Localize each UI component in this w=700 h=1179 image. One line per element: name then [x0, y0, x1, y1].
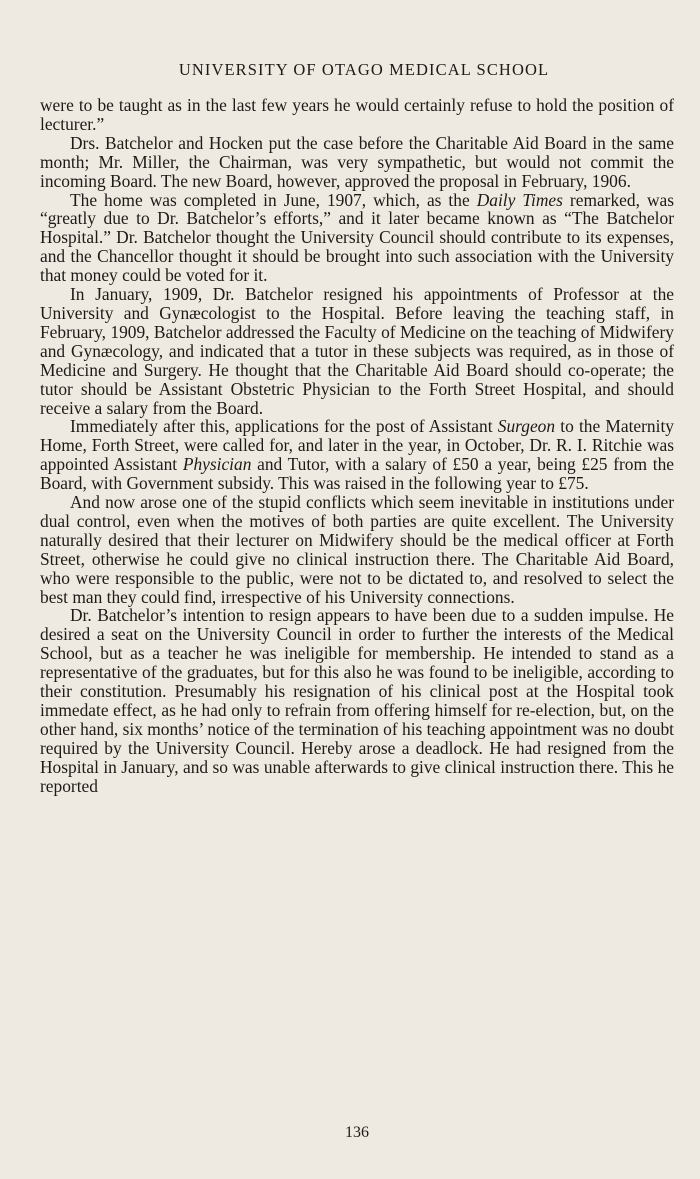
paragraph [40, 134, 674, 191]
italic-text: Surgeon [497, 416, 556, 437]
paragraph [40, 606, 674, 795]
paragraph [40, 417, 674, 493]
paragraph [40, 191, 674, 286]
text-run: remarked, was “greatly due to Dr. Batchelor’s efforts,” and it later became known as “The Batchelor Hospital.” Dr. Batchelor thought the University Council should contribute to its expenses, and the Chancellor thought it should be brought into such association with the University that money could be voted for it. [40, 189, 674, 286]
text-run: And now arose one of the stupid conflicts which seem inevitable in institutions under dual control, even when the motives of both parties are quite excellent. The University naturally desired that their lecturer on Midwifery should be the medical officer at Forth Street, otherwise he could give no clinical instruction there. The Charitable Aid Board, who were responsible to the public, were not to be dictated to, and resolved to select the best man they could find, irrespective of his University connections. [40, 492, 674, 607]
running-head: UNIVERSITY OF OTAGO MEDICAL SCHOOL [178, 60, 550, 79]
text-run: Immediately after this, applications for the post of Assistant [70, 416, 498, 437]
paragraph [40, 285, 674, 417]
text-run: The home was completed in June, 1907, which, as the [70, 189, 477, 210]
text-run: were to be taught as in the last few years he would certainly refuse to hold the position of lecturer.” [40, 95, 674, 134]
text-run: and Tutor, with a salary of £50 a year, being £25 from the Board, with Government subsidy. This was raised in the following year to £75. [40, 454, 674, 494]
body-text [40, 96, 674, 796]
text-run: to the Maternity Home, Forth Street, were called for, and later in the year, in October, Dr. R. I. Ritchie was appointed Assistant [40, 416, 674, 475]
text-run: Dr. Batchelor’s intention to resign appears to have been due to a sudden impulse. He desired a seat on the University Council in order to further the interests of the Medical School, but as a teacher he was ineligible for membership. He intended to stand as a representative of the graduates, but for this also he was found to be ineligible, according to their constitution. Presumably his resignation of his clinical post at the Hospital took immedate effect, as he had only to refrain from offering himself for re-election, but, on the other hand, six months’ notice of the termination of his teaching appointment was no doubt required by the University Council. Hereby arose a deadlock. He had resigned from the Hospital in January, and so was unable afterwards to give clinical instruction there. This he reported [40, 605, 674, 796]
paragraph [40, 96, 674, 134]
text-run: In January, 1909, Dr. Batchelor resigned his appointments of Professor at the University and Gynæcologist to the Hospital. Before leaving the teaching staff, in February, 1909, Batchelor addressed the Faculty of Medicine on the teaching of Midwifery and Gynæcology, and indicated that a tutor in these subjects was required, as in those of Medicine and Surgery. He thought that the Charitable Aid Board should co-operate; the tutor should be Assistant Obstetric Physician to the Forth Street Hospital, and should receive a salary from the Board. [40, 284, 674, 418]
text-run: Drs. Batchelor and Hocken put the case before the Charitable Aid Board in the same month; Mr. Miller, the Chairman, was very sympathetic, but would not commit the incoming Board. The new Board, however, approved the proposal in February, 1906. [40, 132, 674, 191]
italic-text: Daily Times [476, 189, 563, 210]
paragraph [40, 493, 674, 606]
italic-text: Physician [182, 454, 252, 475]
page-number: 136 [345, 1124, 369, 1141]
